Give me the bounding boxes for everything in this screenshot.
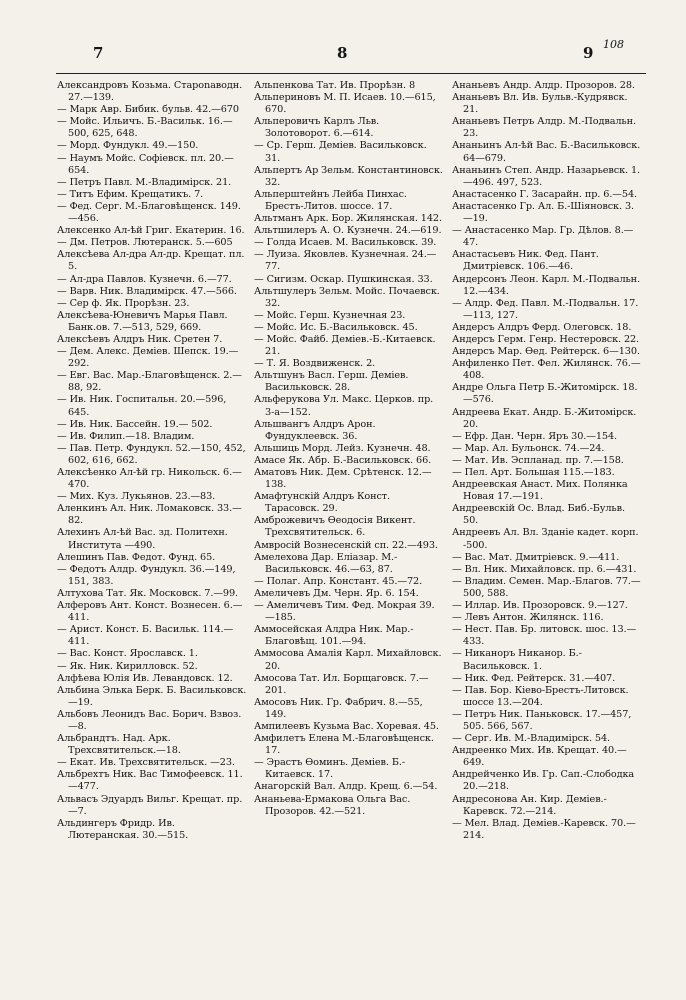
directory-entry: Андерсонъ Леон. Карл. М.-Подвальн. 12.—434. bbox=[452, 273, 641, 297]
directory-entry: Аммосейская Алдра Ник. Мар.-Благовѣщ. 101.—94. bbox=[254, 624, 414, 648]
directory-entry: — Ник. Фед. Рейтерск. 31.—407. bbox=[452, 672, 616, 684]
directory-entry: — Мойс. Герш. Кузнечная 23. bbox=[254, 309, 406, 321]
directory-entry: Альперовичъ Карлъ Льв. Золотоворот. 6.—614. bbox=[254, 116, 380, 140]
directory-entry: — Петръ Павл. М.-Владимірск. 21. bbox=[57, 176, 232, 188]
directory-entry: Амафтунскій Алдръ Конст. Тарасовск. 29. bbox=[254, 491, 391, 515]
directory-entry: Алексѣевъ Алдръ Ник. Сретен 7. bbox=[57, 333, 223, 345]
directory-entry: Анфиленко Пет. Фел. Жилянск. 76.—408. bbox=[452, 358, 641, 382]
directory-entry: Алексѣева-Юневичъ Марья Павл. Банк.ов. 7.—513, 529, 669. bbox=[57, 309, 228, 333]
directory-entry: Ананьевъ Петръ Алдр. М.-Подвальн. 23. bbox=[452, 116, 636, 140]
directory-entry: Аммосова Амалія Карл. Михайловск. 20. bbox=[254, 648, 442, 672]
directory-entry: Анастасьевъ Ник. Фед. Пант. Дмитріевск. 106.—46. bbox=[452, 249, 599, 273]
directory-entry: — Вас. Конст. Ярославск. 1. bbox=[57, 648, 198, 660]
directory-entry: — Серг. Ив. М.-Владимірск. 54. bbox=[452, 733, 611, 745]
directory-entry: — Мар. Ал. Бульонск. 74.—24. bbox=[452, 442, 605, 454]
directory-entry: Альбрандтъ. Над. Арк. Трехсвятительск.—18. bbox=[57, 733, 181, 757]
directory-entry: — Амеличевъ Тим. Фед. Мокрая 39.—185. bbox=[254, 600, 435, 624]
directory-entry: Ананьинъ Степ. Андр. Назарьевск. 1.—496. 497, 523. bbox=[452, 164, 641, 188]
directory-entry: — Фед. Серг. М.-Благовѣщенск. 149.—456. bbox=[57, 200, 241, 225]
directory-entry: Андреевъ Ал. Вл. Зданіе кадет. корп. -500. bbox=[452, 527, 639, 551]
directory-entry: — Евг. Вас. Мар.-Благовѣщенск. 2.—88, 92. bbox=[57, 370, 242, 394]
header-rule bbox=[56, 73, 646, 74]
directory-entry: Анагорскій Вал. Алдр. Крещ. 6.—54. bbox=[254, 781, 438, 793]
directory-entry: — Петръ Ник. Паньковск. 17.—457, 505. 566, 567. bbox=[452, 708, 632, 732]
directory-entry: — Дм. Петров. Лютеранск. 5.—605 bbox=[57, 237, 233, 249]
directory-entry: Андреенко Мих. Ив. Крещат. 40.—649. bbox=[452, 745, 627, 769]
directory-entry: — Т. Я. Воздвиженск. 2. bbox=[254, 358, 376, 370]
directory-entry: Альтшилеръ А. О. Кузнечн. 24.—619. bbox=[254, 225, 442, 237]
directory-entry: — Иллар. Ив. Прозоровск. 9.—127. bbox=[452, 600, 628, 612]
directory-entry: Альтманъ Арк. Бор. Жилянская. 142. bbox=[254, 213, 442, 225]
directory-entry: Альтшулеръ Зельм. Мойс. Почаевск. 32. bbox=[254, 285, 440, 309]
directory-entry: Андерсъ Алдръ Ферд. Олеговск. 18. bbox=[452, 321, 632, 333]
directory-entry: Альпенкова Тат. Ив. Прорѣзн. 8 bbox=[254, 80, 416, 91]
directory-entry: Андерсъ Мар. Ѳед. Рейтерск. 6—130. bbox=[452, 346, 640, 358]
directory-entry: — Екат. Ив. Трехсвятительск. —23. bbox=[57, 757, 235, 769]
directory-entry: — Пав. Бор. Кіево-Брестъ-Литовск. шоссе 13.—204. bbox=[452, 684, 629, 708]
directory-entry: — Ив. Ник. Бассейн. 19.— 502. bbox=[57, 418, 213, 430]
directory-entry: Александровъ Козьма. Староnаводн. 27.—139. bbox=[57, 80, 243, 104]
directory-entry: — Мел. Влад. Деміев.-Каревск. 70.—214. bbox=[452, 817, 636, 841]
directory-entry: — Ив. Ник. Госпитальн. 20.—596, 645. bbox=[57, 394, 227, 418]
directory-entry: Аматовъ Ник. Дем. Срѣтенск. 12.—138. bbox=[254, 467, 432, 491]
directory-entry: Андреевская Анаст. Мих. Полянка Новая 17.—191. bbox=[452, 479, 628, 503]
page-header bbox=[0, 38, 686, 74]
directory-entry: — Вл. Ник. Михайловск. пр. 6.—431. bbox=[452, 563, 637, 575]
page-number-left: 7 bbox=[93, 44, 104, 62]
directory-entry: Алтухова Тат. Як. Московск. 7.—99. bbox=[57, 587, 239, 599]
directory-entry: — Арист. Конст. Б. Васильк. 114.—411. bbox=[57, 624, 234, 648]
directory-entry: Алексѣева Ал-дра Ал-др. Крещат. пл. 5. bbox=[57, 249, 245, 273]
directory-entry: — Наумъ Мойс. Софіевск. пл. 20.—654. bbox=[57, 152, 234, 176]
directory-entry: — Ефр. Дан. Черн. Яръ 30.—154. bbox=[452, 430, 618, 442]
directory-entry: Альбовъ Леонидъ Вас. Борич. Взвоз.—8. bbox=[57, 708, 242, 732]
directory-entry: — Пав. Петр. Фундукл. 52.—150, 452, 602, 616, 662. bbox=[57, 442, 246, 466]
directory-entry: — Дем. Алекс. Деміев. Шепск. 19.—292. bbox=[57, 346, 239, 370]
directory-entry: — Мойс. Ильичъ. Б.-Васильк. 16.—500, 625, 648. bbox=[57, 116, 233, 140]
directory-entry: Альферукова Ул. Макс. Церков. пр. 3-а—152. bbox=[254, 394, 434, 418]
directory-entry: — Морд. Фундукл. 49.—150. bbox=[57, 140, 199, 152]
directory-entry: Алехинъ Ал-ѣй Вас. зд. Политехн. Института —490. bbox=[57, 527, 228, 551]
directory-entry: Аленкинъ Ал. Ник. Ломаковск. 33.—82. bbox=[57, 503, 242, 527]
directory-entry: — Марк Авр. Бибик. бульв. 42.—670 bbox=[57, 104, 239, 116]
directory-entry: Андресонова Ан. Кир. Деміев.-Каревск. 72.—214. bbox=[452, 793, 607, 817]
directory-entry: — Эрастъ Ѳоминъ. Деміев. Б.-Китаевск. 17. bbox=[254, 757, 405, 781]
directory-entry: — Федотъ Алдр. Фундукл. 36.—149, 151, 383. bbox=[57, 563, 236, 587]
directory-entry: Альперштейнъ Лейба Пинхас. Брестъ-Литов. шоссе. 17. bbox=[254, 188, 407, 212]
directory-entry: Амброжевичъ Ѳеодосія Викент. Трехсвятительск. 6. bbox=[254, 515, 416, 539]
directory-entry: Амвросій Вознесенскій сп. 22.—493. bbox=[254, 539, 438, 551]
directory-entry: — Ср. Герш. Деміев. Васильковск. 31. bbox=[254, 140, 427, 164]
directory-entry: — Мих. Куз. Лукьянов. 23.—83. bbox=[57, 491, 216, 503]
directory-entry: — Варв. Ник. Владимірск. 47.—566. bbox=[57, 285, 237, 297]
directory-entry: — Владим. Семен. Мар.-Благов. 77.—500, 588. bbox=[452, 575, 641, 599]
directory-entry: — Голда Исаев. М. Васильковск. 39. bbox=[254, 237, 437, 249]
directory-entry: Амфилетъ Елена М.-Благовѣщенск. 17. bbox=[254, 733, 434, 757]
directory-entry: Андрейченко Ив. Гр. Сап.-Слободка 20.—218. bbox=[452, 769, 635, 793]
directory-entry: Андре Ольга Петр Б.-Житомірск. 18.—576. bbox=[452, 382, 638, 406]
directory-entry: Альпериновъ М. П. Исаев. 10.—615, 670. bbox=[254, 92, 436, 116]
directory-entry: Ананьинъ Ал-ѣй Вас. Б.-Васильковск. 64—679. bbox=[452, 140, 641, 164]
directory-entry: Алексѣенко Ал-ѣй гр. Никольск. 6.—470. bbox=[57, 467, 242, 491]
directory-entry: — Мойс. Файб. Деміев.-Б.-Китаевск. 21. bbox=[254, 333, 436, 358]
directory-entry: Анастасенко Г. Засарайн. пр. 6.—54. bbox=[452, 188, 637, 200]
directory-entry: Альшвангъ Алдръ Арон. Фундуклеевск. 36. bbox=[254, 418, 376, 442]
directory-entry: Алексенко Ал-ѣй Григ. Екатерин. 16. bbox=[57, 225, 245, 237]
directory-entry: Андреева Екат. Андр. Б.-Житомірск. 20. bbox=[452, 406, 637, 430]
directory-entry: — Вас. Мат. Дмитріевск. 9.—411. bbox=[452, 551, 620, 563]
column-1 bbox=[57, 80, 247, 842]
directory-entry: Андерсъ Герм. Генр. Нестеровск. 22. bbox=[452, 333, 640, 345]
directory-entry: — Сигизм. Оскар. Пушкинская. 33. bbox=[254, 273, 433, 285]
page-number-right: 9 bbox=[583, 44, 594, 62]
directory-entry: Ананьевъ Вл. Ив. Бульв.-Кудрявск. 21. bbox=[452, 92, 628, 116]
directory-entry: — Мат. Ив. Эспланад. пр. 7.—158. bbox=[452, 454, 624, 466]
directory-entry: Амосова Тат. Ил. Борщаговск. 7.—201. bbox=[254, 672, 429, 696]
directory-entry: — Мойс. Ис. Б.-Васильковск. 45. bbox=[254, 321, 418, 333]
directory-entry: Анастасенко Гр. Ал. Б.-Шіяновск. 3.—19. bbox=[452, 200, 634, 225]
handwritten-page-note: 108 bbox=[603, 38, 624, 51]
directory-entry: Альпертъ Ар Зельм. Константиновск. 32. bbox=[254, 164, 443, 188]
directory-entry: — Левъ Антон. Жилянск. 116. bbox=[452, 612, 604, 624]
directory-entry: Ананьева-Ермакова Ольга Вас. Прозоров. 42.—521. bbox=[254, 793, 411, 817]
directory-entry: Алфѣева Юлія Ив. Левандовск. 12. bbox=[57, 672, 233, 684]
directory-entry: Амеличевъ Дм. Черн. Яр. 6. 154. bbox=[254, 587, 419, 599]
directory-entry: — Пел. Арт. Большая 115.—183. bbox=[452, 467, 615, 478]
directory-entry: Альшиць Морд. Лейз. Кузнечн. 48. bbox=[254, 442, 431, 454]
directory-entry: — Луиза. Яковлев. Кузнечная. 24.—77. bbox=[254, 249, 437, 273]
directory-entry: Амелехова Дар. Еліазар. М.-Васильковск. 46.—63, 87. bbox=[254, 551, 398, 575]
directory-entry: — Ив. Филип.—18. Владим. bbox=[57, 430, 195, 442]
directory-entry: — Алдр. Фед. Павл. М.-Подвальн. 17.—113, 127. bbox=[452, 297, 639, 321]
directory-entry: Алферовъ Ант. Конст. Вознесен. 6.—411. bbox=[57, 600, 243, 624]
page-number-center: 8 bbox=[337, 44, 348, 62]
directory-entry: — Полаг. Апр. Констант. 45.—72. bbox=[254, 575, 423, 587]
directory-entry: — Сер ф. Як. Прорѣзн. 23. bbox=[57, 297, 190, 309]
column-2 bbox=[254, 80, 444, 818]
directory-entry: Альтшунъ Васл. Герш. Деміев. Васильковск. 28. bbox=[254, 370, 409, 394]
directory-entry: Альдингеръ Фридр. Ив. Лютеранская. 30.—515. bbox=[57, 817, 189, 841]
directory-entry: Альбина Элька Берк. Б. Васильковск.—19. bbox=[57, 684, 247, 708]
column-3 bbox=[452, 80, 642, 842]
directory-entry: Амасе Як. Абр. Б.-Васильковск. 66. bbox=[254, 454, 432, 466]
directory-entry: Ананьевъ Андр. Алдр. Прозоров. 28. bbox=[452, 80, 635, 91]
directory-entry: — Нест. Пав. Бр. литовск. шос. 13.—433. bbox=[452, 624, 637, 648]
directory-entry: — Титъ Ефим. Крещатикъ. 7. bbox=[57, 188, 204, 200]
directory-entry: Алешинъ Пав. Федот. Фунд. 65. bbox=[57, 551, 216, 563]
directory-entry: — Никаноръ Никанор. Б.-Васильковск. 1. bbox=[452, 648, 582, 672]
directory-entry: Амосовъ Ник. Гр. Фабрич. 8.—55, 149. bbox=[254, 696, 423, 720]
directory-entry: Ампилеевъ Кузьма Вас. Хоревая. 45. bbox=[254, 720, 439, 732]
directory-entry: Альвасъ Эдуардъ Вильг. Крещат. пр.—7. bbox=[57, 793, 243, 817]
directory-entry: — Як. Ник. Кирилловск. 52. bbox=[57, 660, 198, 672]
directory-entry: — Анастасенко Мар. Гр. Дѣлов. 8.—47. bbox=[452, 225, 634, 249]
directory-entry: Андреевскій Ос. Влад. Биб.-Бульв. 50. bbox=[452, 503, 625, 527]
directory-entry: — Ал-дра Павлов. Кузнечн. 6.—77. bbox=[57, 273, 232, 285]
directory-entry: Альбрехтъ Ник. Вас Тимофеевск. 11.—477. bbox=[57, 769, 243, 793]
